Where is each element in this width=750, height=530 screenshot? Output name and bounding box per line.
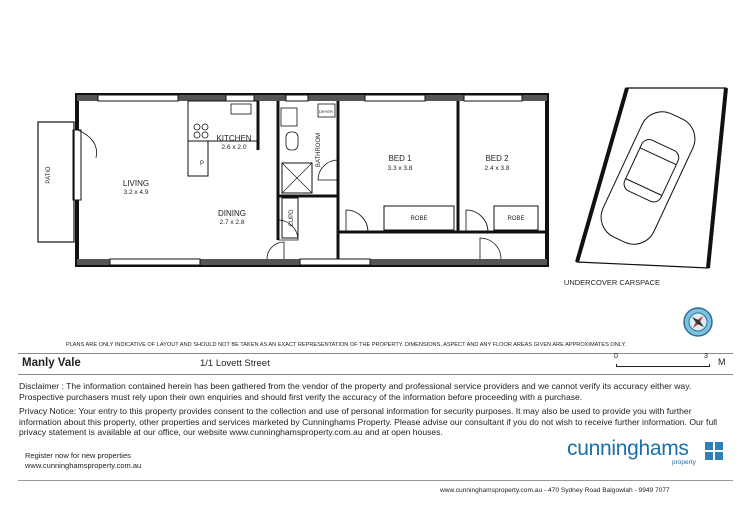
register-url[interactable]: www.cunninghamsproperty.com.au (25, 461, 142, 470)
brand-name: cunninghams (567, 437, 689, 460)
scale-start: 0 (614, 353, 618, 360)
window-bath (286, 95, 308, 101)
car-icon (594, 105, 702, 252)
sink-icon (231, 104, 251, 114)
window-kitchen (226, 95, 254, 101)
window-living (98, 95, 178, 101)
hotplate-icon (194, 124, 200, 130)
window-bed2 (464, 95, 522, 101)
room-name-dining: DINING (218, 209, 246, 218)
robe2-label: ROBE (507, 216, 525, 222)
suburb-name: Manly Vale (22, 357, 81, 369)
door-cupd (278, 220, 298, 240)
window-bed1 (365, 95, 425, 101)
room-size-bed1: 3.3 x 3.8 (387, 165, 413, 172)
street-address: 1/1 Lovett Street (200, 358, 270, 369)
hotplate-icon (202, 132, 208, 138)
disclaimer-text: Disclaimer : The information contained herein has been gathered from the vendor of the property and professional service providers and we cannot verify its accuracy either way. Prospective purchasers must rely upon their own enquiries and should first verify the accuracy of the information before proceeding with a purchase. (19, 381, 692, 402)
scale-end: 3 (704, 353, 708, 360)
room-size-kitchen: 2.6 x 2.0 (221, 144, 247, 151)
patio-label: PATIO (46, 166, 52, 184)
window-bottom-living (110, 259, 200, 265)
window-bottom-dining (300, 259, 370, 265)
kitchen-side-bench (188, 141, 208, 176)
door-entry (480, 238, 501, 259)
brand-sub: property (672, 459, 696, 466)
bathroom-label: BATHROOM (316, 132, 322, 168)
door-bed1 (346, 210, 368, 232)
door-entry-left (267, 242, 284, 259)
pantry-label: P (199, 161, 205, 167)
plan-notice: PLANS ARE ONLY INDICATIVE OF LAYOUT AND SHOULD NOT BE TAKEN AS AN EXACT REPRESENTATION OF THE PROPERTY. DIMENSIONS, ASPECT AND ANY FLOOR AREAS GIVEN ARE APPROXIMATES ONLY. (65, 342, 627, 348)
privacy-notice: Privacy Notice: Your entry to this property provides consent to the collection and use of personal information for security purposes. It may also be used to provide you with further information about this property, other properties and services marketed by Cunninghams Property. Please advise our consultant if you do not wish to receive further information. Our full privacy statement is available at our office, our website www.cunninghamsproperty.com.au and at open houses. (19, 406, 718, 438)
footer-contact: www.cunninghamsproperty.com.au - 470 Sydney Road Balgowlah - 9949 7077 (440, 487, 670, 494)
room-name-living: LIVING (122, 179, 150, 188)
hotplate-icon (202, 124, 208, 130)
register-line1: Register now for new properties (25, 451, 131, 460)
logo-squares-icon (705, 442, 723, 460)
carspace-diagram (577, 88, 726, 268)
carspace-label: UNDERCOVER CARSPACE (563, 278, 661, 287)
scale-bar (614, 354, 712, 374)
info-bar (18, 353, 733, 375)
toilet-icon (286, 132, 298, 150)
scale-unit: M (718, 357, 726, 367)
robe1-label: ROBE (410, 216, 428, 222)
room-size-bed2: 2.4 x 3.8 (484, 165, 510, 172)
brand-logo (567, 437, 727, 467)
compass-icon (684, 308, 712, 336)
dryer-label: DRYER (319, 109, 333, 114)
hotplate-icon (194, 132, 200, 138)
room-size-living: 3.2 x 4.9 (123, 189, 149, 196)
patio (38, 122, 74, 242)
room-name-bed2: BED 2 (485, 154, 509, 163)
vanity (281, 108, 297, 126)
room-name-bed1: BED 1 (388, 154, 412, 163)
room-size-dining: 2.7 x 2.8 (219, 219, 245, 226)
room-name-kitchen: KITCHEN (216, 134, 252, 143)
footer-divider (18, 480, 733, 481)
door-bed2 (466, 210, 488, 232)
cupd-label: CUPD (289, 209, 295, 227)
